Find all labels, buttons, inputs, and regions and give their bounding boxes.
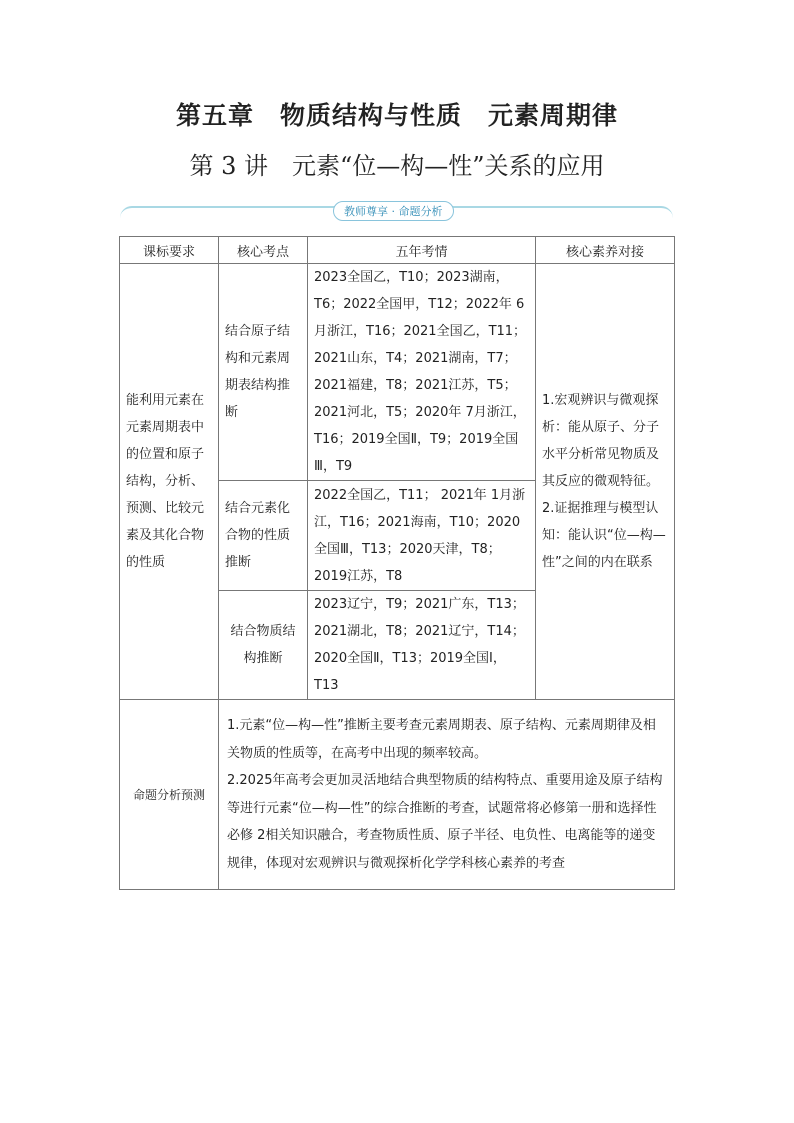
analysis-label: 命题分析预测: [120, 700, 219, 890]
core-literacy-item-2: 2.证据推理与模型认知：能认识“位—构—性”之间的内在联系: [542, 501, 666, 570]
table-row: [120, 264, 675, 481]
analysis-item-2: 2.2025年高考会更加灵活地结合典型物质的结构特点、重要用途及原子结构等进行元素“位—构—性”的综合推断的考查，试题常将必修第一册和选择性必修 2相关知识融合，考查物质性质、原子半径、电负性、电离能等的递变规律，体现对宏观辨识与微观探析化学学科核心素养的考查: [227, 773, 663, 871]
section-banner: [120, 206, 673, 232]
table-header-row: [120, 237, 675, 264]
header-core-literacy: 核心素养对接: [536, 237, 675, 264]
curriculum-requirement: 能利用元素在元素周期表中的位置和原子结构，分析、预测、比较元素及其化合物的性质: [120, 264, 219, 700]
exam-history-1: 2023全国乙，T10；2023湖南，T6；2022全国甲，T12；2022年 6月浙江，T16；2021全国乙，T11；2021山东，T4；2021湖南，T7；2021福建，T8；2021江苏，T5；2021河北，T5；2020年 7月浙江，T16；2019全国Ⅱ，T9；2019全国Ⅲ，T9: [308, 264, 536, 481]
analysis-item-1: 1.元素“位—构—性”推断主要考查元素周期表、原子结构、元素周期律及相关物质的性质等，在高考中出现的频率较高。: [227, 718, 656, 761]
key-point-1: 结合原子结构和元素周期表结构推断: [219, 264, 308, 481]
core-literacy-item-1: 1.宏观辨识与微观探析：能从原子、分子水平分析常见物质及其反应的微观特征。: [542, 393, 660, 489]
header-exam-history: 五年考情: [308, 237, 536, 264]
banner-label: 教师尊享 · 命题分析: [333, 201, 454, 221]
core-literacy: [536, 264, 675, 700]
exam-analysis-table: [119, 236, 675, 890]
table-row: [120, 700, 675, 890]
key-point-3: 结合物质结构推断: [219, 591, 308, 700]
exam-history-2: 2022全国乙，T11； 2021年 1月浙江，T16；2021海南，T10；2020全国Ⅲ，T13；2020天津，T8；2019江苏，T8: [308, 481, 536, 591]
key-point-2: 结合元素化合物的性质推断: [219, 481, 308, 591]
header-key-point: 核心考点: [219, 237, 308, 264]
analysis-content: [219, 700, 675, 890]
header-curriculum: 课标要求: [120, 237, 219, 264]
lecture-title: 第 3 讲 元素“位—构—性”关系的应用: [189, 152, 605, 180]
exam-history-3: 2023辽宁，T9；2021广东，T13；2021湖北，T8；2021辽宁，T14；2020全国Ⅱ，T13；2019全国Ⅰ，T13: [308, 591, 536, 700]
chapter-title: 第五章 物质结构与性质 元素周期律: [175, 101, 618, 130]
